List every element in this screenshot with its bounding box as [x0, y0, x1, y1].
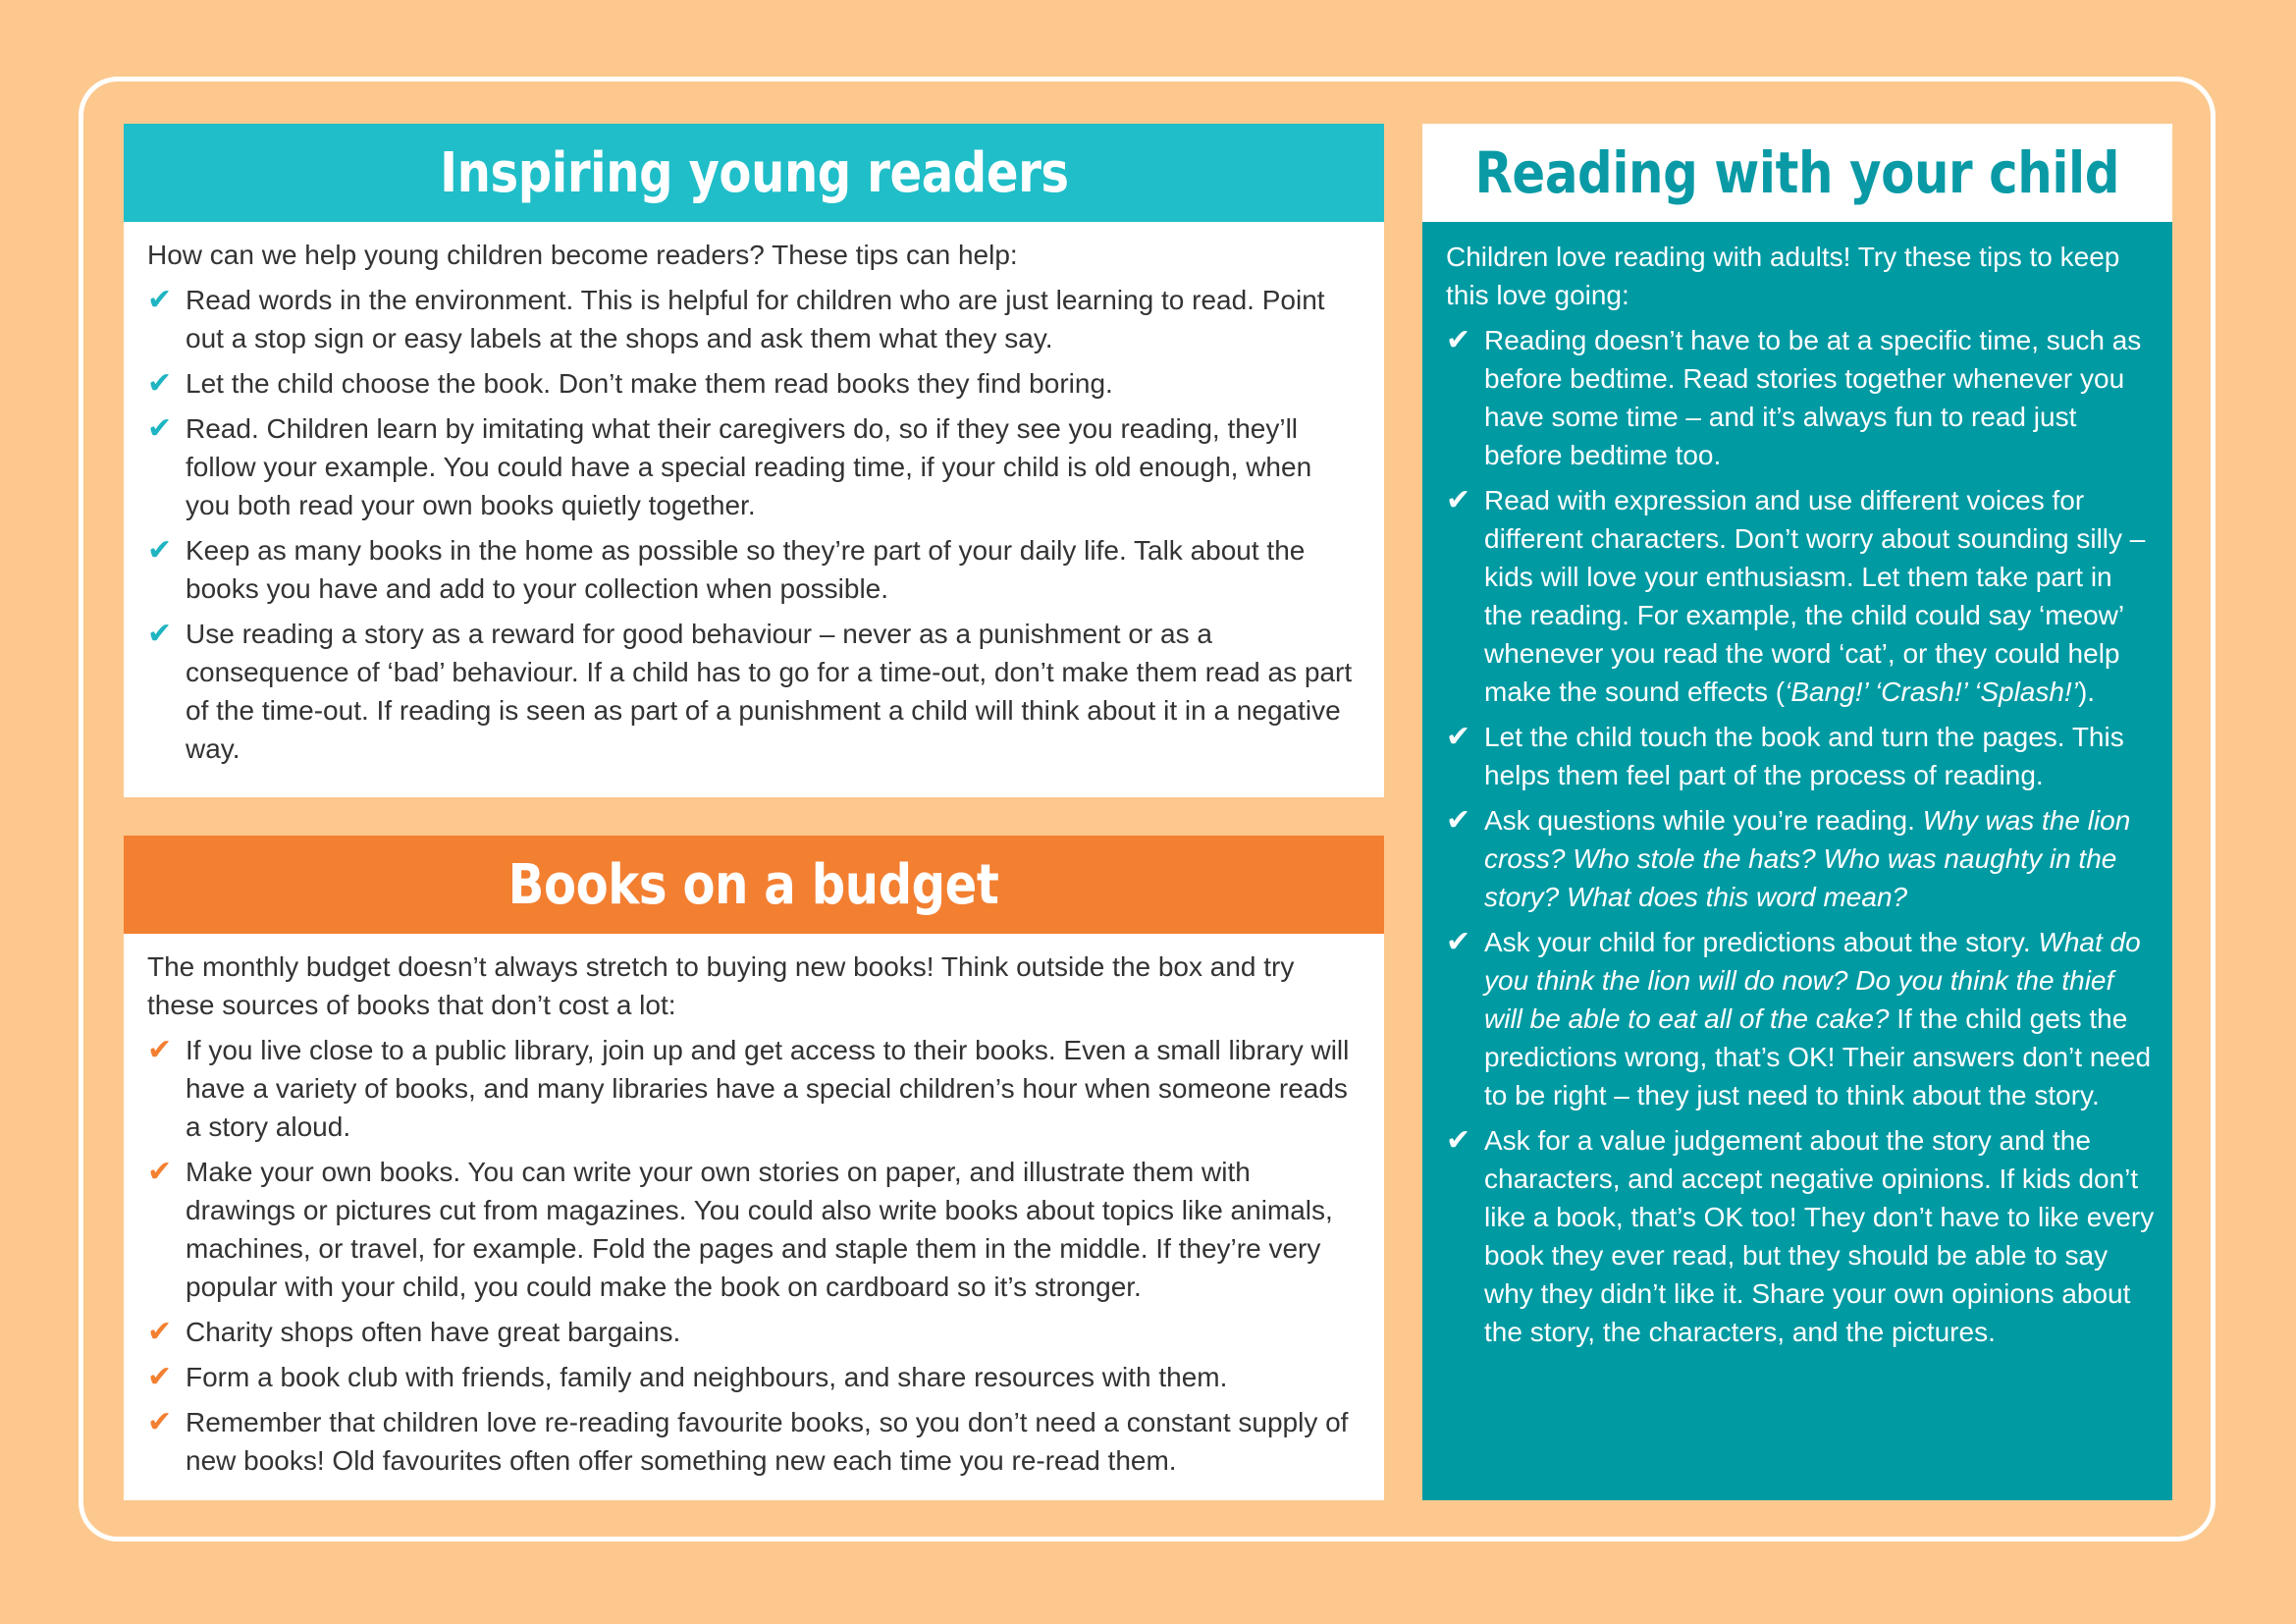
books-budget-panel	[124, 836, 1384, 1500]
list-item: ✔ Let the child touch the book and turn the pages. This helps them feel part of the process of reading.	[1446, 720, 2124, 790]
check-icon: ✔	[147, 617, 173, 651]
list-item: ✔ Form a book club with friends, family and neighbours, and share resources with them.	[147, 1360, 1228, 1394]
reading-with-child-body	[1422, 222, 2172, 1351]
reading-with-child-title: Reading with your child	[1474, 139, 2120, 206]
list-item: ✔ Ask questions while you’re reading. Why was the lion cross? Who stole the hats? Who was naughty in the story? What does this word mean?	[1446, 803, 2131, 912]
check-icon: ✔	[1446, 925, 1471, 959]
list-item: ✔ Remember that children love re-reading favourite books, so you don’t need a constant supply of new books! Old favourites often offer something new each time you re-read them.	[147, 1405, 1349, 1476]
reading-with-child-header	[1422, 124, 2172, 222]
inspiring-readers-list	[147, 281, 1357, 768]
check-icon: ✔	[1446, 1123, 1471, 1158]
list-item: ✔ Let the child choose the book. Don’t make them read books they find boring.	[147, 366, 1113, 401]
books-budget-header	[124, 836, 1384, 934]
list-item: ✔ Make your own books. You can write your own stories on paper, and illustrate them with drawings or pictures cut from magazines. You could also write books about topics like animals, machines, or travel, for example. Fold the pages and staple them in the middle. If they’re very popular with your child, you could make the book on cardboard so it’s stronger.	[147, 1155, 1333, 1302]
list-item: ✔ Reading doesn’t have to be at a specific time, such as before bedtime. Read stories together whenever you have some time – and it’s always fun to read just before bedtime too.	[1446, 323, 2142, 470]
check-icon: ✔	[147, 411, 173, 446]
list-item: ✔ Keep as many books in the home as possible so they’re part of your daily life. Talk about the books you have and add to your collection when possible.	[147, 533, 1306, 604]
check-icon: ✔	[147, 1155, 173, 1189]
books-budget-intro: The monthly budget doesn’t always stretch to buying new books! Think outside the box and try these sources of books that don’t cost a lot:	[147, 951, 1295, 1020]
check-icon: ✔	[147, 533, 173, 568]
list-item: ✔ Ask your child for predictions about the story. What do you think the lion will do now? Do you think the thief will be able to eat all of the cake? If the child gets the predictions wrong, that’s OK! Their answers don’t need to be right – they just need to think about the story.	[1446, 925, 2152, 1110]
list-item: ✔ If you live close to a public library, join up and get access to their books. Even a small library will have a variety of books, and many libraries have a special children’s hour when someone reads a story aloud.	[147, 1033, 1350, 1142]
list-item: ✔ Read with expression and use different voices for different characters. Don’t worry about sounding silly – kids will love your enthusiasm. Let them take part in the reading. For example, the child could say ‘meow’ whenever you read the word ‘cat’, or they could help make the sound effects (‘Bang!’ ‘Crash!’ ‘Splash!’).	[1446, 483, 2146, 707]
books-budget-body	[124, 934, 1384, 1480]
list-item: ✔ Use reading a story as a reward for good behaviour – never as a punishment or as a consequence of ‘bad’ behaviour. If a child has to go for a time-out, don’t make them read as part of the time-out. If reading is seen as part of a punishment a child will think about it in a negative way.	[147, 617, 1353, 764]
inspiring-readers-body	[124, 222, 1384, 768]
list-item: ✔ Ask for a value judgement about the story and the characters, and accept negative opinions. If kids don’t like a book, that’s OK too! They don’t have to like every book they ever read, but they should be able to say why they didn’t like it. Share your own opinions about the story, the characters, and the pictures.	[1446, 1123, 2155, 1347]
check-icon: ✔	[147, 1315, 173, 1349]
check-icon: ✔	[1446, 323, 1471, 357]
reading-with-child-panel	[1422, 124, 2172, 1500]
check-icon: ✔	[147, 1360, 173, 1394]
list-item: ✔ Read words in the environment. This is helpful for children who are just learning to read. Point out a stop sign or easy labels at the shops and ask them what they say.	[147, 283, 1325, 353]
inspiring-readers-panel	[124, 124, 1384, 797]
check-icon: ✔	[1446, 720, 1471, 754]
check-icon: ✔	[147, 1405, 173, 1439]
check-icon: ✔	[1446, 483, 1471, 517]
list-item: ✔ Charity shops often have great bargains.	[147, 1315, 681, 1349]
check-icon: ✔	[147, 283, 173, 317]
books-budget-list	[147, 1031, 1357, 1480]
reading-with-child-list	[1446, 321, 2155, 1351]
inspiring-readers-header	[124, 124, 1384, 222]
check-icon: ✔	[147, 366, 173, 401]
check-icon: ✔	[1446, 803, 1471, 838]
books-budget-title: Books on a budget	[508, 852, 999, 917]
inspiring-readers-title: Inspiring young readers	[439, 140, 1069, 205]
reading-with-child-intro: Children love reading with adults! Try these tips to keep this love going:	[1446, 242, 2120, 310]
list-item: ✔ Read. Children learn by imitating what their caregivers do, so if they see you reading, they’ll follow your example. You could have a special reading time, if your child is old enough, when you both read your own books quietly together.	[147, 411, 1312, 520]
check-icon: ✔	[147, 1033, 173, 1067]
inspiring-readers-intro: How can we help young children become readers? These tips can help:	[147, 240, 1018, 270]
